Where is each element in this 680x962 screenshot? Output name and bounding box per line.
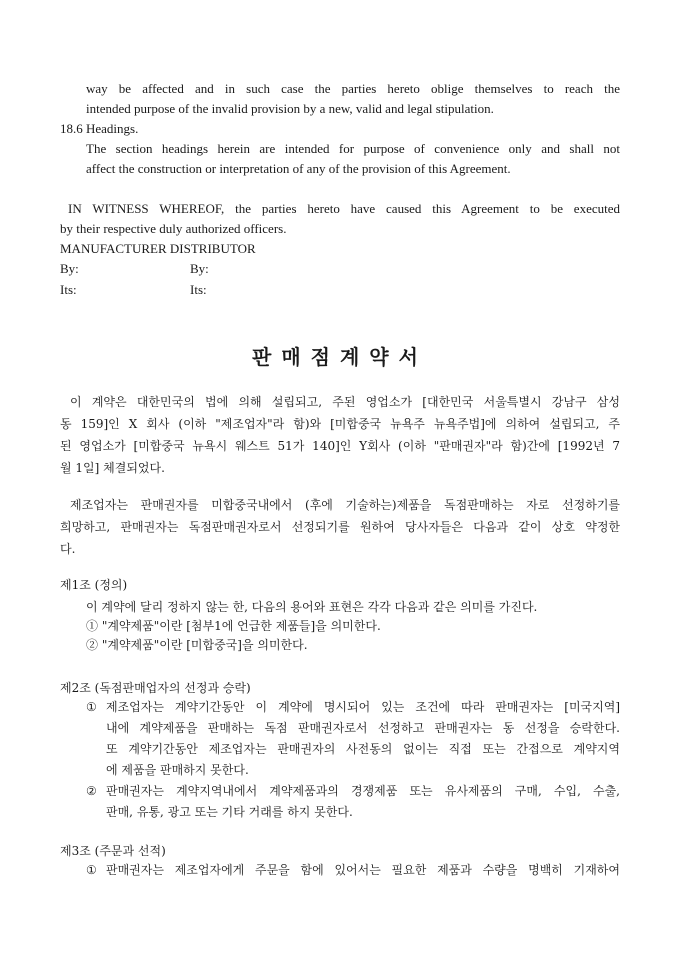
intent-line-3: 다. xyxy=(60,542,76,556)
article-2-heading: 제2조 (독점판매업자의 선정과 승락) xyxy=(60,681,251,695)
intro-line-3: 된 영업소가 [미합중국 뉴욕시 웨스트 51가 140]인 Y회사 (이하 "판매권자"라 함)간에 [1992년 7 xyxy=(60,439,620,453)
distributor-by-label: By: xyxy=(190,261,209,276)
intro-line-4: 월 1일] 체결되었다. xyxy=(60,461,165,475)
signature-header: MANUFACTURER DISTRIBUTOR xyxy=(60,241,256,256)
witness-line-1: IN WITNESS WHEREOF, the parties hereto have caused this Agreement to be executed xyxy=(68,201,620,216)
article-2-item-1-line-3: 또 계약기간동안 제조업자는 판매권자의 사전동의 없이는 직접 또는 간접으로 계약지역 xyxy=(106,742,620,756)
article-1-item-1: ① "계약제품"이란 [첨부1에 언급한 제품들]을 의미한다. xyxy=(86,619,381,633)
article-2-item-1-line-2: 내에 계약제품을 판매하는 독점 판매권자로서 선정하고 판매권자는 동 선정을 승락한다. xyxy=(106,721,620,735)
article-2-item-2-line-1: 판매권자는 계약지역내에서 계약제품과의 경쟁제품 또는 유사제품의 구매, 수입, 수출, xyxy=(106,784,620,798)
article-3-heading: 제3조 (주문과 선적) xyxy=(60,844,166,858)
clause-continuation-line-1: way be affected and in such case the parties hereto oblige themselves to reach the xyxy=(86,81,620,96)
document-title: 판매점계약서 xyxy=(252,345,428,369)
witness-line-2: by their respective duly authorized officers. xyxy=(60,221,287,236)
distributor-its-label: Its: xyxy=(190,282,207,297)
article-2-item-1-marker: ① xyxy=(86,700,97,714)
manufacturer-by-label: By: xyxy=(60,261,79,276)
manufacturer-its-label: Its: xyxy=(60,282,77,297)
intent-line-2: 희망하고, 판매권자는 독점판매권자로서 선정되기를 원하여 당사자들은 다음과 같이 상호 약정한 xyxy=(60,520,620,534)
section-number: 18.6 xyxy=(60,121,83,136)
article-2-item-2-marker: ② xyxy=(86,784,97,798)
section-text-line-1: The section headings herein are intended for purpose of convenience only and shall not xyxy=(86,141,620,156)
section-text-line-2: affect the construction or interpretation of any of the provision of this Agreement. xyxy=(86,161,511,176)
clause-continuation-line-2: intended purpose of the invalid provision by a new, valid and legal stipulation. xyxy=(86,101,494,116)
intro-line-2: 동 159]인 X 회사 (이하 "제조업자"라 함)와 [미합중국 뉴욕주 뉴욕주법]에 의하여 설립되고, 주 xyxy=(60,417,620,431)
article-2-item-2-line-2: 판매, 유통, 광고 또는 기타 거래를 하지 못한다. xyxy=(106,805,353,819)
article-1-text: 이 계약에 달리 정하지 않는 한, 다음의 용어와 표현은 각각 다음과 같은 의미를 가진다. xyxy=(86,600,538,614)
article-2-item-1-line-1: 제조업자는 계약기간동안 이 계약에 명시되어 있는 조건에 따라 판매권자는 [미국지역] xyxy=(106,700,620,714)
article-3-item-1-line-1: 판매권자는 제조업자에게 주문을 함에 있어서는 필요한 제품과 수량을 명백히 기재하여 xyxy=(106,863,620,877)
article-1-heading: 제1조 (정의) xyxy=(60,578,128,592)
article-1-item-2: ② "계약제품"이란 [미합중국]을 의미한다. xyxy=(86,638,308,652)
article-3-item-1-marker: ① xyxy=(86,863,97,877)
intro-line-1: 이 계약은 대한민국의 법에 의해 설립되고, 주된 영업소가 [대한민국 서울특별시 강남구 삼성 xyxy=(70,395,620,409)
section-heading: Headings. xyxy=(86,121,139,136)
article-2-item-1-line-4: 에 제품을 판매하지 못한다. xyxy=(106,763,249,777)
intent-line-1: 제조업자는 판매권자를 미합중국내에서 (후에 기술하는)제품을 독점판매하는 자로 선정하기를 xyxy=(70,498,620,512)
